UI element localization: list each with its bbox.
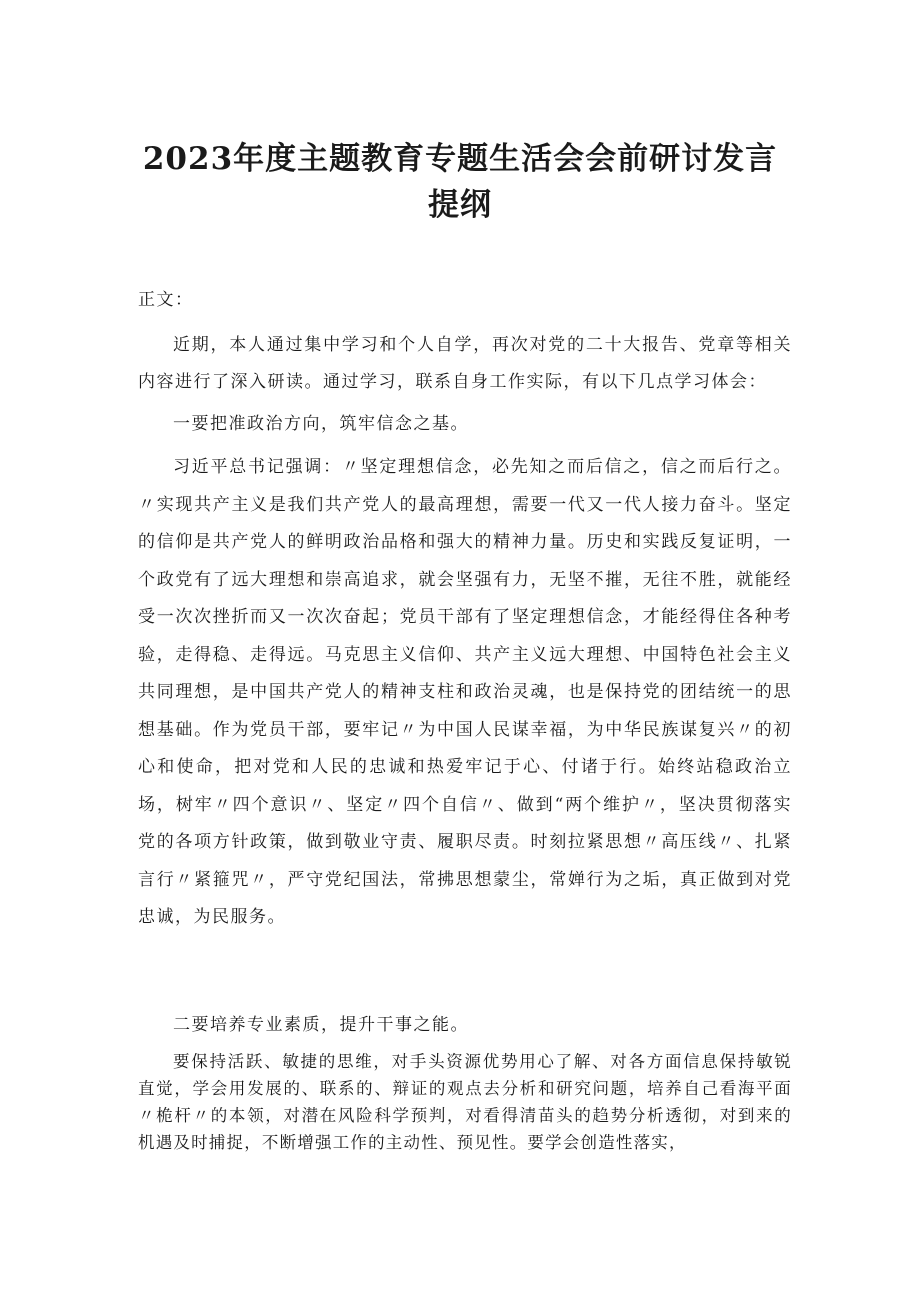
point2-heading: 二要培养专业素质，提升干事之能。 [173,1015,469,1035]
point1-paragraph: 习近平总书记强调：〃坚定理想信念，必先知之而后信之，信之而后行之。〃实现共产主义是我们共产党人的最高理想，需要一代又一代人接力奋斗。坚定的信仰是共产党人的鲜明政治品格和强大的精神力量。历史和实践反复证明，一个政党有了远大理想和崇高追求，就会坚强有力，无坚不摧，无往不胜，就能经受一次次挫折而又一次次奋起；党员干部有了坚定理想信念，才能经得住各种考验，走得稳、走得远。马克思主义信仰、共产主义远大理想、中国特色社会主义共同理想，是中国共产党人的精神支柱和政治灵魂，也是保持党的团结统一的思想基础。作为党员干部，要牢记〃为中国人民谋幸福，为中华民族谋复兴〃的初心和使命，把对党和人民的忠诚和热爱牢记于心、付诸于行。始终站稳政治立场，树牢〃四个意识〃、坚定〃四个自信〃、做到“两个维护〃，坚决贯彻落实党的各项方针政策，做到敬业守责、履职尽责。时刻拉紧思想〃高压线〃、扎紧言行〃紧箍咒〃，严守党纪国法，常拂思想蒙尘，常婵行为之垢，真正做到对党忠诚，为民服务。 [138,457,792,927]
intro-paragraph: 近期，本人通过集中学习和个人自学，再次对党的二十大报告、党章等相关内容进行了深入研读。通过学习，联系自身工作实际，有以下几点学习体会： [138,335,792,392]
section-label: 正文： [138,290,194,310]
point1-heading: 一要把准政治方向，筑牢信念之基。 [173,414,469,434]
point2-paragraph: 要保持活跃、敏捷的思维，对手头资源优势用心了解、对各方面信息保持敏锐直觉，学会用发展的、联系的、辩证的观点去分析和研究问题，培养自己看海平面〃桅杆〃的本领，对潜在风险科学预判，对看得清苗头的趋势分析透彻，对到来的机遇及时捕捉，不断增强工作的主动性、预见性。要学会创造性落实， [138,1052,792,1152]
document-title: 2023年度主题教育专题生活会会前研讨发言提纲 [142,141,778,223]
